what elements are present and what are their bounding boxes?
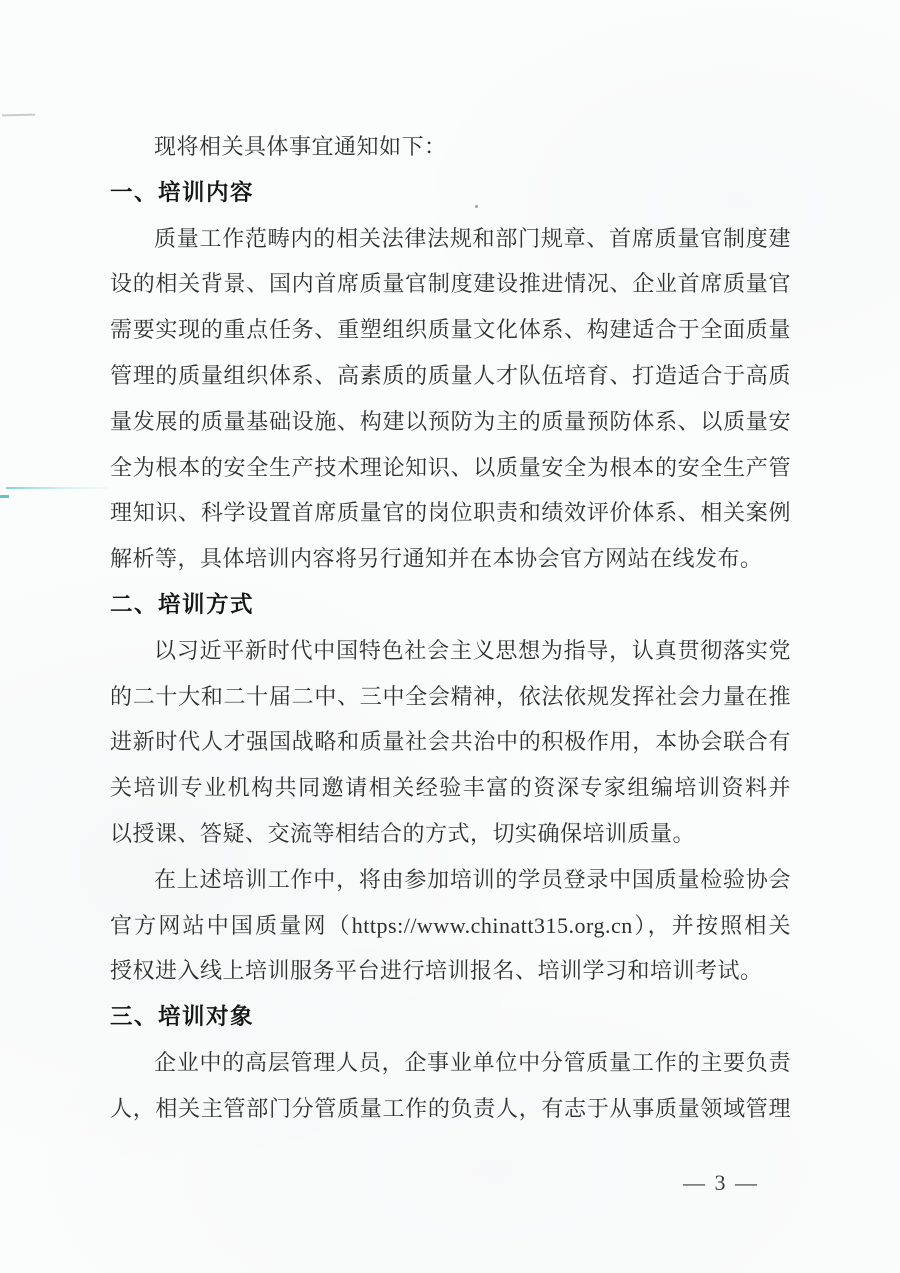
body-line: 质量工作范畴内的相关法律法规和部门规章、首席质量官制度建 — [154, 225, 791, 251]
scan-artifact-pencil-dash — [2, 114, 35, 117]
body-line: 在上述培训工作中，将由参加培训的学员登录中国质量检验协会 — [154, 866, 791, 892]
section-heading: 三、培训对象 — [110, 1004, 255, 1030]
document-body — [110, 124, 791, 1132]
body-line: 授权进入线上培训服务平台进行培训报名、培训学习和培训考试。 — [110, 958, 763, 984]
body-line: 人，相关主管部门分管质量工作的负责人，有志于从事质量领域管理 — [110, 1095, 791, 1121]
scan-artifact-cyan-line — [6, 487, 108, 489]
body-line: 进新时代人才强国战略和质量社会共治中的积极作用，本协会联合有 — [110, 729, 791, 755]
body-line: 以授课、答疑、交流等相结合的方式，切实确保培训质量。 — [110, 820, 696, 846]
body-line: 现将相关具体事宜通知如下： — [154, 134, 447, 159]
body-line: 的二十大和二十届二中、三中全会精神，依法依规发挥社会力量在推 — [110, 683, 791, 709]
section-heading: 二、培训方式 — [110, 591, 255, 617]
body-line: 设的相关背景、国内首席质量官制度建设推进情况、企业首席质量官 — [110, 271, 791, 297]
body-line: 需要实现的重点任务、重塑组织质量文化体系、构建适合于全面质量 — [110, 317, 791, 343]
body-line: 解析等，具体培训内容将另行通知并在本协会官方网站在线发布。 — [110, 546, 763, 572]
section-heading: 一、培训内容 — [110, 179, 255, 205]
body-line: 企业中的高层管理人员，企事业单位中分管质量工作的主要负责 — [154, 1049, 791, 1075]
body-line: 管理的质量组织体系、高素质的质量人才队伍培育、打造适合于高质 — [110, 362, 791, 388]
body-line: 以习近平新时代中国特色社会主义思想为指导，认真贯彻落实党 — [154, 637, 791, 663]
body-line: 官方网站中国质量网（https://www.chinatt315.org.cn），并按照相关 — [110, 912, 791, 938]
body-line: 全为根本的安全生产技术理论知识、以质量安全为根本的安全生产管 — [110, 454, 791, 480]
body-line: 理知识、科学设置首席质量官的岗位职责和绩效评价体系、相关案例 — [110, 500, 791, 526]
body-line: 量发展的质量基础设施、构建以预防为主的质量预防体系、以质量安 — [110, 408, 791, 434]
page-number: — 3 — — [683, 1170, 759, 1195]
body-line: 关培训专业机构共同邀请相关经验丰富的资深专家组编培训资料并 — [110, 775, 791, 801]
scan-artifact-cyan-tick — [0, 495, 9, 498]
